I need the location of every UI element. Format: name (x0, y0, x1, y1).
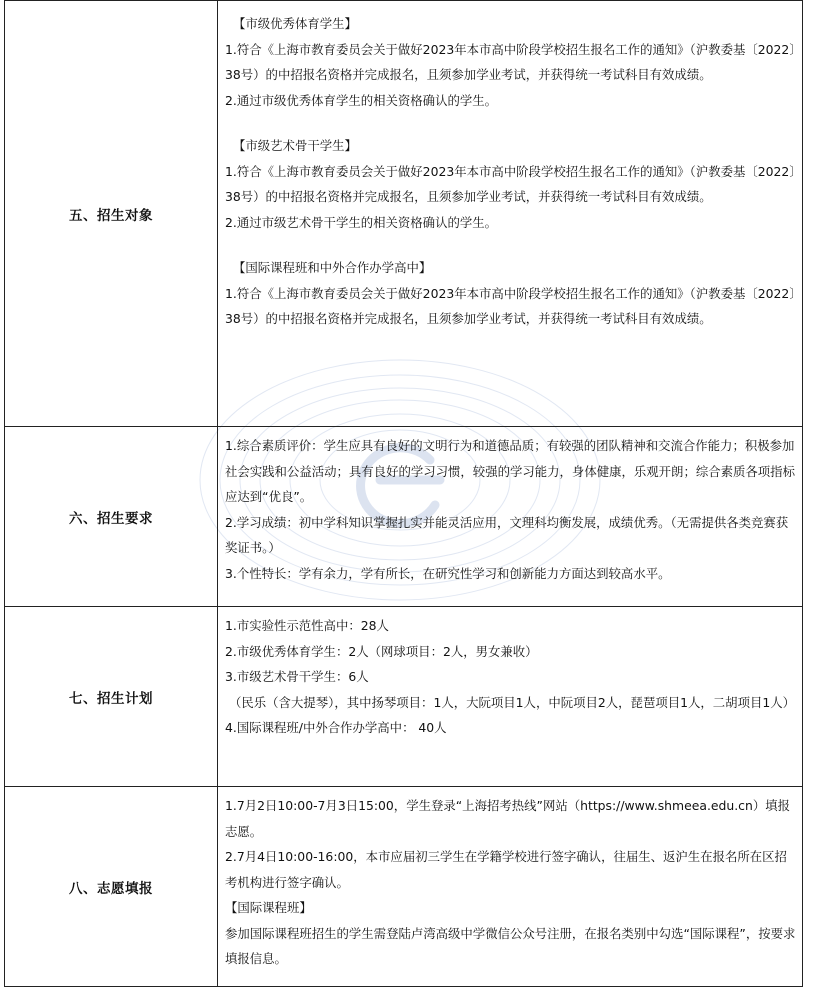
paragraph: 3.个性特长：学有余力，学有所长，在研究性学习和创新能力方面达到较高水平。 (225, 565, 671, 581)
table-row (5, 427, 803, 607)
paragraph: 1.符合《上海市教育委员会关于做好2023年本市高中阶段学校招生报名工作的通知》（沪教委基〔2022〕38号）的中招报名资格并完成报名，且须参加学业考试，并获得统一考试科目有效成绩。 (225, 163, 796, 204)
paragraph: 1.符合《上海市教育委员会关于做好2023年本市高中阶段学校招生报名工作的通知》（沪教委基〔2022〕38号）的中招报名资格并完成报名，且须参加学业考试，并获得统一考试科目有效成绩。 (225, 41, 796, 82)
paragraph: 4.国际课程班/中外合作办学高中： 40人 (225, 720, 447, 735)
row-label-cell (5, 787, 218, 987)
paragraph: 1.符合《上海市教育委员会关于做好2023年本市高中阶段学校招生报名工作的通知》（沪教委基〔2022〕38号）的中招报名资格并完成报名，且须参加学业考试，并获得统一考试科目有效成绩。 (225, 285, 796, 326)
row-content-cell (218, 427, 803, 607)
row-content-cell (218, 787, 803, 987)
paragraph: （民乐（含大提琴），其中扬琴项目：1人，大阮项目1人，中阮项目2人，琵琶项目1人，二胡项目1人） (229, 694, 796, 710)
table-row (5, 607, 803, 787)
row-label-cell (5, 427, 218, 607)
paragraph: 2.通过市级艺术骨干学生的相关资格确认的学生。 (225, 214, 498, 230)
paragraph: 2.市级优秀体育学生：2人（网球项目：2人，男女兼收） (225, 643, 538, 659)
row-label-cell (5, 1, 218, 427)
row-content-cell (218, 1, 803, 427)
table-row (5, 787, 803, 987)
paragraph: 1.7月2日10:00-7月3日15:00，学生登录“上海招考热线”网站（https://www.shmeea.edu.cn）填报志愿。 (225, 798, 791, 839)
paragraph: 2.学习成绩：初中学科知识掌握扎实并能灵活应用，文理科均衡发展，成绩优秀。（无需提供各类竞赛获奖证书。） (225, 514, 789, 555)
paragraph: 3.市级艺术骨干学生：6人 (225, 669, 369, 684)
paragraph: 2.7月4日10:00-16:00，本市应届初三学生在学籍学校进行签字确认，往届生、返沪生在报名所在区招考机构进行签字确认。 (225, 849, 787, 890)
row-label-cell (5, 607, 218, 787)
table-row (5, 1, 803, 427)
row-label: 七、招生计划 (69, 690, 153, 707)
row-label: 八、志愿填报 (69, 880, 153, 897)
paragraph: 参加国际课程班招生的学生需登陆卢湾高级中学微信公众号注册，在报名类别中勾选“国际课程”，按要求填报信息。 (225, 925, 796, 966)
row-label: 五、招生对象 (69, 207, 153, 224)
section-heading: 【市级优秀体育学生】 (233, 16, 357, 31)
section-heading: 【国际课程班】 (225, 900, 312, 915)
paragraph: 2.通过市级优秀体育学生的相关资格确认的学生。 (225, 92, 498, 108)
paragraph: 1.综合素质评价：学生应具有良好的文明行为和道德品质；有较强的团队精神和交流合作能力；积极参加社会实践和公益活动；具有良好的学习习惯，较强的学习能力，身体健康，乐观开朗；综合素质各项指标应达到“优良”。 (225, 438, 795, 504)
section-heading: 【国际课程班和中外合作办学高中】 (233, 260, 432, 275)
enrollment-info-table (4, 0, 803, 987)
section-heading: 【市级艺术骨干学生】 (233, 138, 357, 153)
paragraph: 1.市实验性示范性高中：28人 (225, 618, 389, 633)
row-label: 六、招生要求 (69, 510, 153, 527)
row-content-cell (218, 607, 803, 787)
